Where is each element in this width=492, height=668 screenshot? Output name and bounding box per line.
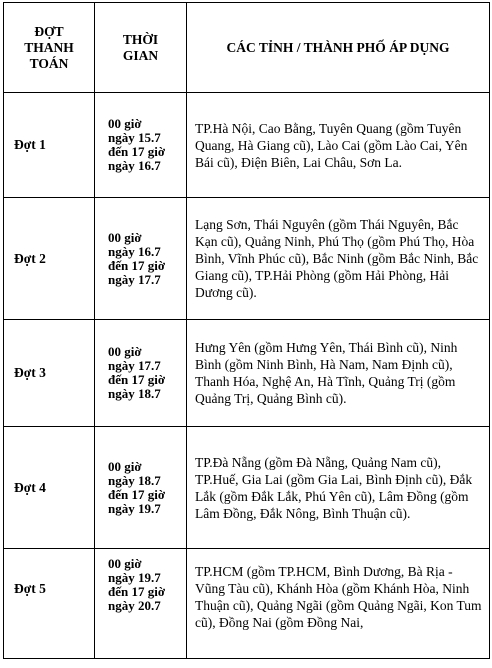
time-line: đến 17 giờ [108, 486, 166, 502]
table-row [4, 549, 490, 659]
time-line: ngày 19.7 [108, 500, 161, 516]
header-row [4, 3, 490, 93]
period-cell: Đợt 1 [4, 93, 95, 198]
table-row [4, 427, 490, 549]
time-line: ngày 18.7 [108, 386, 161, 401]
time-line: đến 17 giờ [108, 584, 166, 599]
time-cell [95, 198, 187, 320]
period-cell: Đợt 3 [4, 320, 95, 427]
time-line: ngày 16.7 [108, 243, 161, 259]
table-row [4, 320, 490, 427]
time-cell [95, 549, 187, 659]
header-time-line: THỜI [122, 31, 159, 47]
time-line: ngày 17.7 [108, 358, 161, 373]
areas-cell: TP.HCM (gồm TP.HCM, Bình Dương, Bà Rịa - Vũng Tàu cũ), Khánh Hòa (gồm Khánh Hòa, Ninh Thuận cũ), Quảng Ngãi (gồm Quảng Ngãi, Kon Tum cũ), Đồng Nai (gồm Đồng Nai, [187, 549, 490, 659]
time-line: ngày 18.7 [108, 472, 161, 488]
time-line: 00 giờ [108, 458, 142, 474]
time-line: ngày 16.7 [108, 158, 161, 173]
time-cell [95, 93, 187, 198]
time-line: ngày 19.7 [108, 570, 161, 585]
areas-cell: Hưng Yên (gồm Hưng Yên, Thái Bình cũ), Ninh Bình (gồm Ninh Bình, Hà Nam, Nam Định cũ), Thanh Hóa, Nghệ An, Hà Tĩnh, Quảng Trị (gồm Quảng Trị, Quảng Bình cũ). [187, 320, 490, 427]
header-time [95, 3, 187, 93]
period-cell: Đợt 4 [4, 427, 95, 549]
time-line: đến 17 giờ [108, 372, 166, 387]
time-cell [95, 427, 187, 549]
header-time-line: GIAN [122, 47, 159, 63]
header-areas: CÁC TỈNH / THÀNH PHỐ ÁP DỤNG [187, 3, 490, 93]
payment-schedule-table [3, 2, 490, 659]
time-line: 00 giờ [108, 229, 142, 245]
time-line: ngày 15.7 [108, 130, 161, 145]
areas-cell: TP.Đà Nẵng (gồm Đà Nẵng, Quảng Nam cũ), TP.Huế, Gia Lai (gồm Gia Lai, Bình Định cũ), Đắk Lắk (gồm Đắk Lắk, Phú Yên cũ), Lâm Đồng (gồm Lâm Đồng, Đắk Nông, Bình Thuận cũ). [187, 427, 490, 549]
time-line: đến 17 giờ [108, 257, 166, 273]
time-line: 00 giờ [108, 556, 142, 571]
table-row [4, 198, 490, 320]
header-period-line: THANH [24, 39, 74, 55]
header-period-line: ĐỢT [34, 23, 64, 39]
time-line: 00 giờ [108, 116, 142, 131]
period-cell: Đợt 2 [4, 198, 95, 320]
time-line: ngày 17.7 [108, 271, 161, 287]
time-line: đến 17 giờ [108, 144, 166, 159]
header-period [4, 3, 95, 93]
time-line: 00 giờ [108, 344, 142, 359]
header-period-line: TOÁN [29, 55, 69, 71]
areas-cell: Lạng Sơn, Thái Nguyên (gồm Thái Nguyên, Bắc Kạn cũ), Quảng Ninh, Phú Thọ (gồm Phú Thọ, Hòa Bình, Vĩnh Phúc cũ), Bắc Ninh (gồm Bắc Ninh, Bắc Giang cũ), TP.Hải Phòng (gồm Hải Phòng, Hải Dương cũ). [187, 198, 490, 320]
period-cell: Đợt 5 [4, 549, 95, 659]
time-cell [95, 320, 187, 427]
time-line: ngày 20.7 [108, 598, 161, 613]
areas-cell: TP.Hà Nội, Cao Bằng, Tuyên Quang (gồm Tuyên Quang, Hà Giang cũ), Lào Cai (gồm Lào Cai, Yên Bái cũ), Điện Biên, Lai Châu, Sơn La. [187, 93, 490, 198]
table-row [4, 93, 490, 198]
